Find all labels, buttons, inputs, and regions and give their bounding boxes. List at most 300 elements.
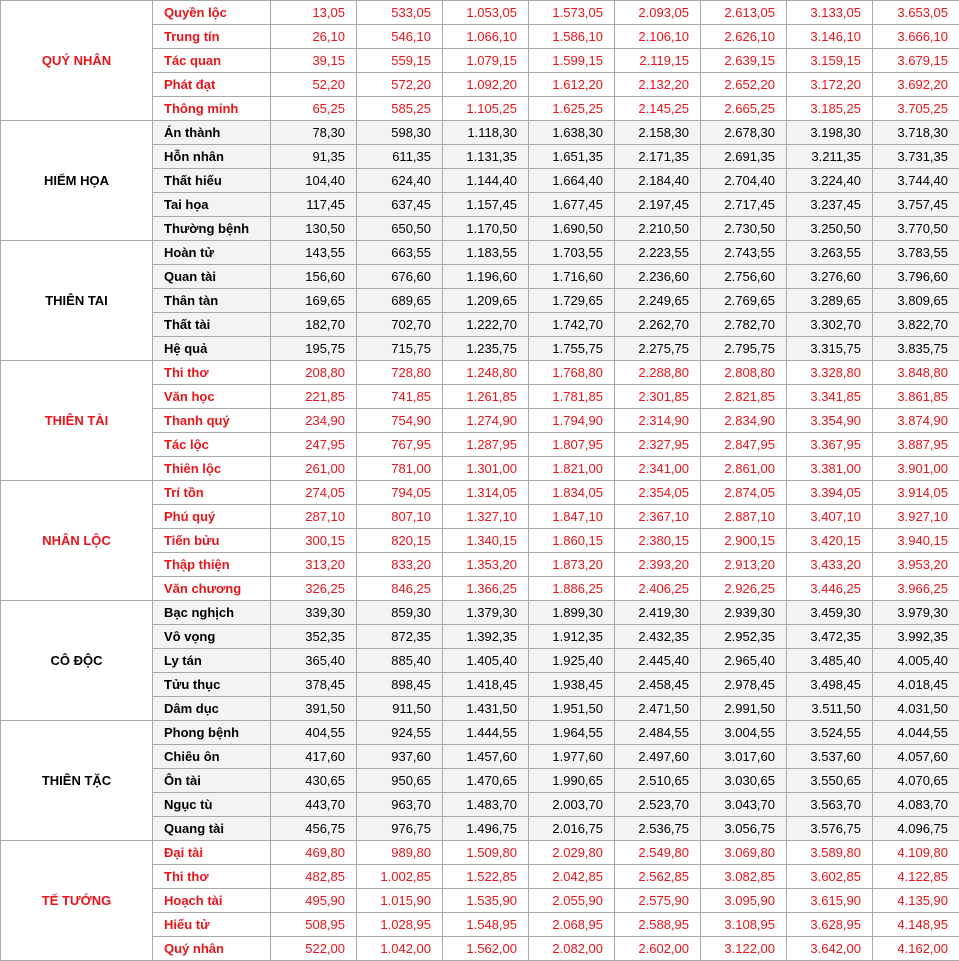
row-label: Hoạch tài — [153, 889, 271, 913]
value-cell: 1.599,15 — [529, 49, 615, 73]
value-cell: 91,35 — [271, 145, 357, 169]
value-cell: 3.433,20 — [787, 553, 873, 577]
value-cell: 430,65 — [271, 769, 357, 793]
value-cell: 1.340,15 — [443, 529, 529, 553]
value-cell: 898,45 — [357, 673, 443, 697]
value-cell: 3.589,80 — [787, 841, 873, 865]
value-cell: 833,20 — [357, 553, 443, 577]
value-cell: 104,40 — [271, 169, 357, 193]
value-cell: 1.834,05 — [529, 481, 615, 505]
value-cell: 1.768,80 — [529, 361, 615, 385]
value-cell: 715,75 — [357, 337, 443, 361]
value-cell: 1.392,35 — [443, 625, 529, 649]
row-label: Thiên lộc — [153, 457, 271, 481]
value-cell: 663,55 — [357, 241, 443, 265]
value-cell: 417,60 — [271, 745, 357, 769]
value-cell: 2.874,05 — [701, 481, 787, 505]
value-cell: 3.172,20 — [787, 73, 873, 97]
value-cell: 1.794,90 — [529, 409, 615, 433]
value-cell: 963,70 — [357, 793, 443, 817]
row-label: Thường bệnh — [153, 217, 271, 241]
value-cell: 1.144,40 — [443, 169, 529, 193]
value-cell: 2.354,05 — [615, 481, 701, 505]
value-cell: 1.222,70 — [443, 313, 529, 337]
value-cell: 2.119,15 — [615, 49, 701, 73]
value-cell: 522,00 — [271, 937, 357, 961]
value-cell: 2.743,55 — [701, 241, 787, 265]
value-cell: 1.938,45 — [529, 673, 615, 697]
value-cell: 2.730,50 — [701, 217, 787, 241]
value-cell: 3.953,20 — [873, 553, 959, 577]
value-cell: 3.250,50 — [787, 217, 873, 241]
value-cell: 2.808,80 — [701, 361, 787, 385]
value-cell: 2.236,60 — [615, 265, 701, 289]
value-cell: 365,40 — [271, 649, 357, 673]
value-cell: 1.690,50 — [529, 217, 615, 241]
row-label: Tác lộc — [153, 433, 271, 457]
value-cell: 1.964,55 — [529, 721, 615, 745]
value-cell: 4.057,60 — [873, 745, 959, 769]
value-cell: 482,85 — [271, 865, 357, 889]
value-cell: 950,65 — [357, 769, 443, 793]
value-cell: 3.159,15 — [787, 49, 873, 73]
value-cell: 1.586,10 — [529, 25, 615, 49]
value-cell: 2.055,90 — [529, 889, 615, 913]
value-cell: 2.042,85 — [529, 865, 615, 889]
value-cell: 4.018,45 — [873, 673, 959, 697]
value-cell: 4.162,00 — [873, 937, 959, 961]
value-cell: 1.873,20 — [529, 553, 615, 577]
value-cell: 3.940,15 — [873, 529, 959, 553]
value-cell: 443,70 — [271, 793, 357, 817]
value-cell: 1.314,05 — [443, 481, 529, 505]
value-cell: 404,55 — [271, 721, 357, 745]
table-row — [1, 721, 959, 745]
value-cell: 3.043,70 — [701, 793, 787, 817]
value-cell: 2.965,40 — [701, 649, 787, 673]
value-cell: 767,95 — [357, 433, 443, 457]
value-cell: 2.184,40 — [615, 169, 701, 193]
value-cell: 820,15 — [357, 529, 443, 553]
value-cell: 1.781,85 — [529, 385, 615, 409]
value-cell: 2.861,00 — [701, 457, 787, 481]
table-row — [1, 241, 959, 265]
value-cell: 1.079,15 — [443, 49, 529, 73]
value-cell: 3.263,55 — [787, 241, 873, 265]
value-cell: 2.639,15 — [701, 49, 787, 73]
value-cell: 352,35 — [271, 625, 357, 649]
value-cell: 3.666,10 — [873, 25, 959, 49]
value-cell: 885,40 — [357, 649, 443, 673]
value-cell: 937,60 — [357, 745, 443, 769]
value-cell: 781,00 — [357, 457, 443, 481]
value-cell: 169,65 — [271, 289, 357, 313]
value-cell: 2.288,80 — [615, 361, 701, 385]
row-label: Bạc nghịch — [153, 601, 271, 625]
value-cell: 3.511,50 — [787, 697, 873, 721]
value-cell: 3.550,65 — [787, 769, 873, 793]
value-cell: 1.496,75 — [443, 817, 529, 841]
value-cell: 195,75 — [271, 337, 357, 361]
value-cell: 117,45 — [271, 193, 357, 217]
value-cell: 508,95 — [271, 913, 357, 937]
value-cell: 1.431,50 — [443, 697, 529, 721]
value-cell: 78,30 — [271, 121, 357, 145]
value-cell: 143,55 — [271, 241, 357, 265]
value-cell: 1.562,00 — [443, 937, 529, 961]
value-cell: 4.044,55 — [873, 721, 959, 745]
table-body — [1, 1, 959, 961]
value-cell: 1.807,95 — [529, 433, 615, 457]
value-cell: 2.678,30 — [701, 121, 787, 145]
value-cell: 3.901,00 — [873, 457, 959, 481]
value-cell: 1.886,25 — [529, 577, 615, 601]
row-label: Thanh quý — [153, 409, 271, 433]
value-cell: 1.925,40 — [529, 649, 615, 673]
row-label: Phát đạt — [153, 73, 271, 97]
value-cell: 1.912,35 — [529, 625, 615, 649]
value-cell: 911,50 — [357, 697, 443, 721]
value-cell: 2.301,85 — [615, 385, 701, 409]
value-cell: 3.848,80 — [873, 361, 959, 385]
value-cell: 1.170,50 — [443, 217, 529, 241]
value-cell: 3.642,00 — [787, 937, 873, 961]
value-cell: 52,20 — [271, 73, 357, 97]
value-cell: 3.861,85 — [873, 385, 959, 409]
value-cell: 1.028,95 — [357, 913, 443, 937]
value-cell: 4.031,50 — [873, 697, 959, 721]
value-cell: 1.209,65 — [443, 289, 529, 313]
value-cell: 1.847,10 — [529, 505, 615, 529]
value-cell: 3.615,90 — [787, 889, 873, 913]
value-cell: 4.005,40 — [873, 649, 959, 673]
value-cell: 4.135,90 — [873, 889, 959, 913]
row-label: Văn chương — [153, 577, 271, 601]
row-label: Đại tài — [153, 841, 271, 865]
value-cell: 156,60 — [271, 265, 357, 289]
value-cell: 2.158,30 — [615, 121, 701, 145]
value-cell: 3.576,75 — [787, 817, 873, 841]
value-cell: 3.276,60 — [787, 265, 873, 289]
value-cell: 794,05 — [357, 481, 443, 505]
group-label: TỂ TƯỚNG — [1, 841, 153, 961]
value-cell: 1.703,55 — [529, 241, 615, 265]
value-cell: 1.651,35 — [529, 145, 615, 169]
value-cell: 702,70 — [357, 313, 443, 337]
value-cell: 2.602,00 — [615, 937, 701, 961]
value-cell: 3.302,70 — [787, 313, 873, 337]
value-cell: 2.717,45 — [701, 193, 787, 217]
row-label: Quyền lộc — [153, 1, 271, 25]
value-cell: 3.887,95 — [873, 433, 959, 457]
value-cell: 2.588,95 — [615, 913, 701, 937]
value-cell: 1.418,45 — [443, 673, 529, 697]
value-cell: 807,10 — [357, 505, 443, 529]
row-label: Dâm dục — [153, 697, 271, 721]
value-cell: 3.133,05 — [787, 1, 873, 25]
row-label: Tác quan — [153, 49, 271, 73]
row-label: Vô vọng — [153, 625, 271, 649]
value-cell: 3.394,05 — [787, 481, 873, 505]
row-label: Trung tín — [153, 25, 271, 49]
row-label: Phong bệnh — [153, 721, 271, 745]
row-label: Tiến bửu — [153, 529, 271, 553]
value-cell: 1.235,75 — [443, 337, 529, 361]
value-cell: 3.237,45 — [787, 193, 873, 217]
value-cell: 3.809,65 — [873, 289, 959, 313]
value-cell: 2.171,35 — [615, 145, 701, 169]
value-cell: 3.224,40 — [787, 169, 873, 193]
value-cell: 1.261,85 — [443, 385, 529, 409]
value-cell: 1.118,30 — [443, 121, 529, 145]
row-label: Tửu thục — [153, 673, 271, 697]
value-cell: 676,60 — [357, 265, 443, 289]
row-label: Thất hiếu — [153, 169, 271, 193]
value-cell: 3.498,45 — [787, 673, 873, 697]
value-cell: 3.966,25 — [873, 577, 959, 601]
value-cell: 2.106,10 — [615, 25, 701, 49]
value-cell: 3.381,00 — [787, 457, 873, 481]
value-cell: 3.835,75 — [873, 337, 959, 361]
value-cell: 313,20 — [271, 553, 357, 577]
value-cell: 2.536,75 — [615, 817, 701, 841]
value-cell: 3.744,40 — [873, 169, 959, 193]
value-cell: 859,30 — [357, 601, 443, 625]
value-cell: 3.757,45 — [873, 193, 959, 217]
value-cell: 3.146,10 — [787, 25, 873, 49]
value-cell: 2.432,35 — [615, 625, 701, 649]
value-cell: 2.704,40 — [701, 169, 787, 193]
value-cell: 2.327,95 — [615, 433, 701, 457]
value-cell: 2.003,70 — [529, 793, 615, 817]
value-cell: 2.380,15 — [615, 529, 701, 553]
value-cell: 4.096,75 — [873, 817, 959, 841]
value-cell: 3.004,55 — [701, 721, 787, 745]
value-cell: 274,05 — [271, 481, 357, 505]
value-cell: 4.109,80 — [873, 841, 959, 865]
value-cell: 2.406,25 — [615, 577, 701, 601]
row-label: Thi thơ — [153, 361, 271, 385]
value-cell: 572,20 — [357, 73, 443, 97]
value-cell: 3.354,90 — [787, 409, 873, 433]
group-label: THIÊN TẶC — [1, 721, 153, 841]
value-cell: 533,05 — [357, 1, 443, 25]
value-cell: 2.249,65 — [615, 289, 701, 313]
value-cell: 2.497,60 — [615, 745, 701, 769]
value-cell: 287,10 — [271, 505, 357, 529]
value-cell: 1.042,00 — [357, 937, 443, 961]
value-cell: 650,50 — [357, 217, 443, 241]
value-cell: 3.692,20 — [873, 73, 959, 97]
value-cell: 1.951,50 — [529, 697, 615, 721]
value-cell: 2.082,00 — [529, 937, 615, 961]
value-cell: 1.729,65 — [529, 289, 615, 313]
value-cell: 872,35 — [357, 625, 443, 649]
value-cell: 585,25 — [357, 97, 443, 121]
row-label: Văn học — [153, 385, 271, 409]
value-cell: 3.705,25 — [873, 97, 959, 121]
value-cell: 391,50 — [271, 697, 357, 721]
row-label: Hệ quả — [153, 337, 271, 361]
value-cell: 924,55 — [357, 721, 443, 745]
value-cell: 2.262,70 — [615, 313, 701, 337]
row-label: Thông minh — [153, 97, 271, 121]
value-cell: 2.821,85 — [701, 385, 787, 409]
value-cell: 456,75 — [271, 817, 357, 841]
value-cell: 546,10 — [357, 25, 443, 49]
value-cell: 2.952,35 — [701, 625, 787, 649]
value-cell: 598,30 — [357, 121, 443, 145]
value-cell: 3.367,95 — [787, 433, 873, 457]
value-cell: 1.625,25 — [529, 97, 615, 121]
value-cell: 39,15 — [271, 49, 357, 73]
value-cell: 1.522,85 — [443, 865, 529, 889]
value-cell: 728,80 — [357, 361, 443, 385]
row-label: Quý nhân — [153, 937, 271, 961]
value-cell: 469,80 — [271, 841, 357, 865]
value-cell: 1.755,75 — [529, 337, 615, 361]
value-cell: 3.030,65 — [701, 769, 787, 793]
value-cell: 1.157,45 — [443, 193, 529, 217]
value-cell: 3.069,80 — [701, 841, 787, 865]
value-cell: 3.459,30 — [787, 601, 873, 625]
value-cell: 4.122,85 — [873, 865, 959, 889]
value-cell: 1.677,45 — [529, 193, 615, 217]
value-cell: 3.653,05 — [873, 1, 959, 25]
value-cell: 2.458,45 — [615, 673, 701, 697]
value-cell: 2.132,20 — [615, 73, 701, 97]
value-cell: 3.874,90 — [873, 409, 959, 433]
value-cell: 754,90 — [357, 409, 443, 433]
row-label: Thất tài — [153, 313, 271, 337]
value-cell: 1.379,30 — [443, 601, 529, 625]
value-cell: 3.914,05 — [873, 481, 959, 505]
row-label: Hoàn tử — [153, 241, 271, 265]
row-label: Tai họa — [153, 193, 271, 217]
value-cell: 611,35 — [357, 145, 443, 169]
value-cell: 1.196,60 — [443, 265, 529, 289]
value-cell: 1.301,00 — [443, 457, 529, 481]
value-cell: 2.847,95 — [701, 433, 787, 457]
value-cell: 495,90 — [271, 889, 357, 913]
value-cell: 3.185,25 — [787, 97, 873, 121]
value-cell: 2.991,50 — [701, 697, 787, 721]
value-cell: 1.483,70 — [443, 793, 529, 817]
value-cell: 624,40 — [357, 169, 443, 193]
value-cell: 2.484,55 — [615, 721, 701, 745]
value-cell: 2.145,25 — [615, 97, 701, 121]
value-cell: 182,70 — [271, 313, 357, 337]
group-label: THIÊN TÀI — [1, 361, 153, 481]
value-cell: 4.070,65 — [873, 769, 959, 793]
value-cell: 1.053,05 — [443, 1, 529, 25]
value-cell: 2.913,20 — [701, 553, 787, 577]
value-cell: 2.341,00 — [615, 457, 701, 481]
value-cell: 3.420,15 — [787, 529, 873, 553]
value-cell: 1.274,90 — [443, 409, 529, 433]
value-cell: 2.782,70 — [701, 313, 787, 337]
row-label: Thập thiện — [153, 553, 271, 577]
value-cell: 3.628,95 — [787, 913, 873, 937]
value-cell: 1.092,20 — [443, 73, 529, 97]
value-cell: 221,85 — [271, 385, 357, 409]
value-cell: 1.509,80 — [443, 841, 529, 865]
value-cell: 339,30 — [271, 601, 357, 625]
value-cell: 3.537,60 — [787, 745, 873, 769]
value-cell: 26,10 — [271, 25, 357, 49]
value-cell: 1.131,35 — [443, 145, 529, 169]
value-cell: 2.197,45 — [615, 193, 701, 217]
value-cell: 2.834,90 — [701, 409, 787, 433]
group-label: THIÊN TAI — [1, 241, 153, 361]
value-cell: 261,00 — [271, 457, 357, 481]
value-cell: 1.664,40 — [529, 169, 615, 193]
value-cell: 3.783,55 — [873, 241, 959, 265]
row-label: Thân tàn — [153, 289, 271, 313]
value-cell: 326,25 — [271, 577, 357, 601]
value-cell: 2.756,60 — [701, 265, 787, 289]
row-label: Phú quý — [153, 505, 271, 529]
row-label: Ly tán — [153, 649, 271, 673]
row-label: Quang tài — [153, 817, 271, 841]
value-cell: 3.198,30 — [787, 121, 873, 145]
value-cell: 2.613,05 — [701, 1, 787, 25]
value-cell: 989,80 — [357, 841, 443, 865]
value-cell: 3.328,80 — [787, 361, 873, 385]
value-cell: 2.419,30 — [615, 601, 701, 625]
row-label: Hiếu tử — [153, 913, 271, 937]
value-cell: 130,50 — [271, 217, 357, 241]
value-cell: 1.457,60 — [443, 745, 529, 769]
value-cell: 2.562,85 — [615, 865, 701, 889]
value-cell: 2.795,75 — [701, 337, 787, 361]
value-cell: 2.665,25 — [701, 97, 787, 121]
value-cell: 247,95 — [271, 433, 357, 457]
value-cell: 3.602,85 — [787, 865, 873, 889]
value-cell: 2.471,50 — [615, 697, 701, 721]
value-cell: 2.393,20 — [615, 553, 701, 577]
value-cell: 1.612,20 — [529, 73, 615, 97]
table-row — [1, 481, 959, 505]
row-label: Chiêu ôn — [153, 745, 271, 769]
value-cell: 1.470,65 — [443, 769, 529, 793]
value-cell: 3.082,85 — [701, 865, 787, 889]
value-cell: 3.056,75 — [701, 817, 787, 841]
value-cell: 208,80 — [271, 361, 357, 385]
value-cell: 3.095,90 — [701, 889, 787, 913]
value-cell: 3.979,30 — [873, 601, 959, 625]
value-cell: 2.769,65 — [701, 289, 787, 313]
value-cell: 1.990,65 — [529, 769, 615, 793]
value-cell: 3.718,30 — [873, 121, 959, 145]
value-cell: 2.068,95 — [529, 913, 615, 937]
value-cell: 1.742,70 — [529, 313, 615, 337]
group-label: CÔ ĐỘC — [1, 601, 153, 721]
value-cell: 300,15 — [271, 529, 357, 553]
value-cell: 3.341,85 — [787, 385, 873, 409]
value-cell: 2.093,05 — [615, 1, 701, 25]
value-cell: 1.899,30 — [529, 601, 615, 625]
value-cell: 1.860,15 — [529, 529, 615, 553]
value-cell: 2.887,10 — [701, 505, 787, 529]
value-cell: 1.353,20 — [443, 553, 529, 577]
row-label: Trí tồn — [153, 481, 271, 505]
table-row — [1, 841, 959, 865]
value-cell: 3.927,10 — [873, 505, 959, 529]
value-cell: 2.510,65 — [615, 769, 701, 793]
value-cell: 2.314,90 — [615, 409, 701, 433]
value-cell: 1.287,95 — [443, 433, 529, 457]
